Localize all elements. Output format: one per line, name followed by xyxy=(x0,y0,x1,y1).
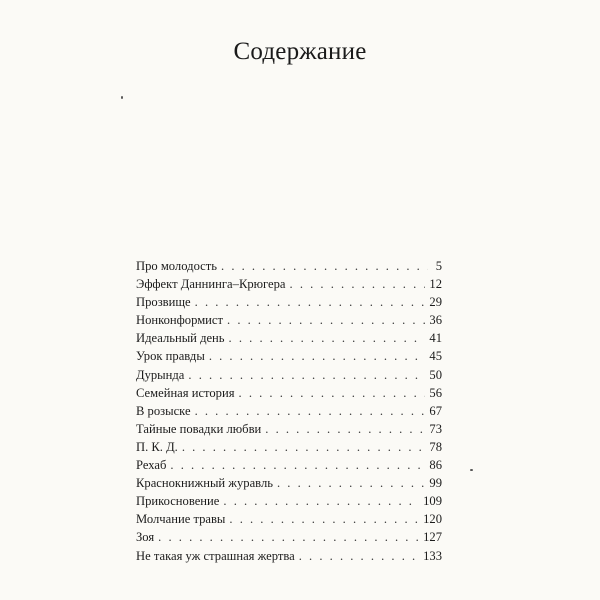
toc-entry-title: Про молодость xyxy=(136,259,218,273)
toc-page-number: 12 xyxy=(429,277,442,292)
toc-page-number: 109 xyxy=(423,494,442,509)
toc-entry xyxy=(136,420,442,438)
paper-speck xyxy=(121,96,123,99)
toc-entry xyxy=(136,528,442,546)
toc-page-number: 29 xyxy=(429,295,442,310)
dot-leader xyxy=(170,456,425,474)
dot-leader xyxy=(229,510,419,528)
toc-page-number: 73 xyxy=(429,421,442,436)
toc-page-number: 120 xyxy=(423,512,442,527)
dot-leader xyxy=(265,420,425,438)
dot-leader xyxy=(158,528,419,546)
toc-entry xyxy=(136,366,442,384)
toc-entry-title: Эффект Даннинга–Крюгера xyxy=(136,277,286,292)
toc-entry xyxy=(136,257,442,275)
toc-page-number: 133 xyxy=(423,548,442,563)
toc-page-number: 45 xyxy=(429,349,442,364)
toc-page-number: 36 xyxy=(429,313,442,328)
toc-entry xyxy=(136,438,442,456)
dot-leader xyxy=(239,384,426,402)
toc-entry xyxy=(136,492,442,510)
toc-entry xyxy=(136,402,442,420)
toc-page-number: 99 xyxy=(429,476,442,491)
toc-entry xyxy=(136,547,442,565)
toc-page-number: 67 xyxy=(429,403,442,418)
toc-page-number: 56 xyxy=(429,385,442,400)
toc-entry xyxy=(136,293,442,311)
toc-entry xyxy=(136,275,442,293)
dot-leader xyxy=(299,547,419,565)
dot-leader xyxy=(188,366,425,384)
toc-page-number: 127 xyxy=(423,530,442,545)
dot-leader xyxy=(227,311,425,329)
toc-entry xyxy=(136,384,442,402)
toc-entry-title: Тайные повадки любви xyxy=(136,421,262,436)
toc-entry-title: Не такая уж страшная жертва xyxy=(136,548,295,563)
table-of-contents xyxy=(136,257,442,565)
paper-speck xyxy=(470,469,473,471)
toc-entry-title: Прикосновение xyxy=(136,494,220,509)
page-title: Содержание xyxy=(233,38,367,65)
dot-leader xyxy=(195,293,426,311)
toc-entry xyxy=(136,456,442,474)
toc-entry-title: Идеальный день xyxy=(136,331,225,346)
toc-entry-title: Прозвище xyxy=(136,295,191,310)
toc-page-number: 86 xyxy=(429,458,442,473)
dot-leader xyxy=(182,438,426,456)
toc-page-number: 78 xyxy=(429,439,442,454)
dot-leader xyxy=(290,275,426,293)
dot-leader xyxy=(229,329,426,347)
dot-leader xyxy=(195,402,426,420)
toc-entry xyxy=(136,311,442,329)
dot-leader xyxy=(277,474,425,492)
toc-entry-title: Краснокнижный журавль xyxy=(136,476,273,491)
toc-entry-title: Рехаб xyxy=(136,458,167,473)
toc-entry-title: Урок правды xyxy=(136,349,205,364)
toc-entry-title: Молчание травы xyxy=(136,512,226,527)
toc-entry xyxy=(136,329,442,347)
dot-leader xyxy=(221,257,428,275)
toc-entry-title: Нонконформист xyxy=(136,313,224,328)
toc-page-number: 41 xyxy=(429,331,442,346)
toc-entry-title: П. К. Д. xyxy=(136,439,178,454)
toc-entry-title: Зоя xyxy=(136,530,155,545)
toc-entry xyxy=(136,510,442,528)
dot-leader xyxy=(223,492,419,510)
toc-entry-title: В розыске xyxy=(136,403,191,418)
toc-page-number: 5 xyxy=(435,259,442,273)
dot-leader xyxy=(209,347,426,365)
toc-entry-title: Дурында xyxy=(136,367,185,382)
toc-page-number: 50 xyxy=(429,367,442,382)
toc-entry xyxy=(136,347,442,365)
toc-entry xyxy=(136,474,442,492)
toc-entry-title: Семейная история xyxy=(136,385,235,400)
